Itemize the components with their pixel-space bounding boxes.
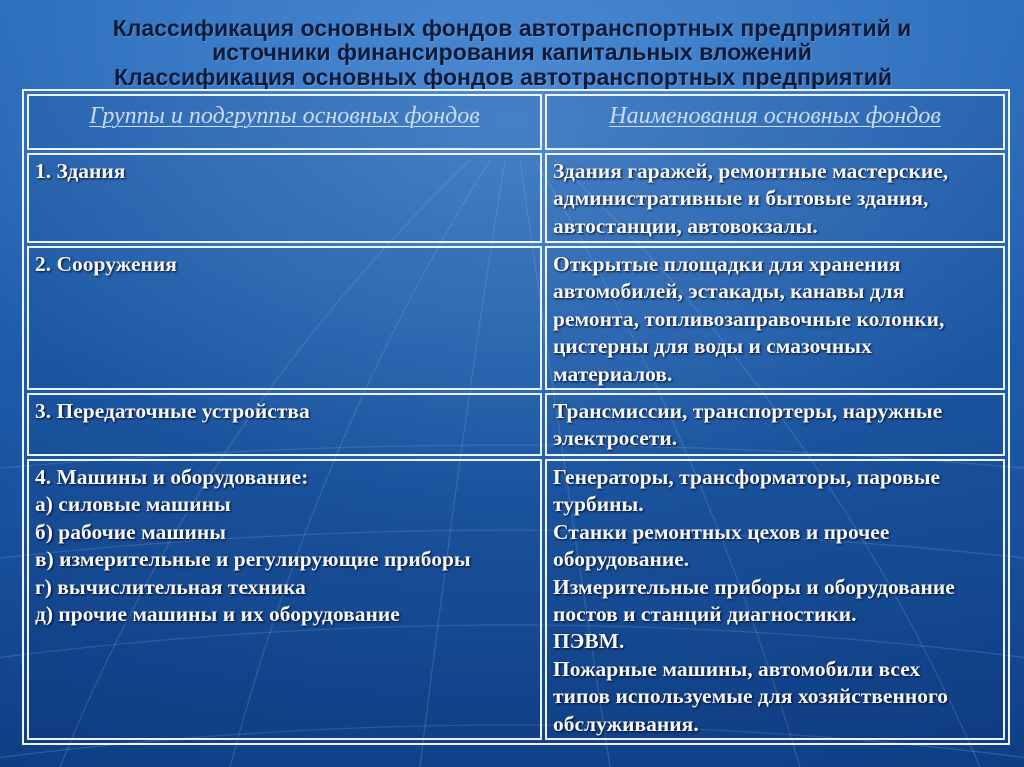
fund-names-line: оборудование. — [553, 547, 690, 572]
subgroup-label: г) вычислительная техника — [35, 574, 306, 599]
fund-names-line: Измерительные приборы и оборудование — [553, 574, 955, 599]
header-label-names: Наименования основных фондов — [609, 103, 941, 129]
fund-names-line: Станки ремонтных цехов и прочее — [553, 519, 890, 544]
fund-names-line: административные и бытовые здания, — [553, 186, 929, 211]
group-cell-transmission-devices — [27, 393, 542, 456]
table-caption: Классификация основных фондов автотранспортных предприятий — [114, 64, 892, 90]
fund-names-line: автостанции, автовокзалы. — [553, 213, 818, 238]
fund-names-line: турбины. — [553, 492, 644, 517]
fund-names-line: цистерны для воды и смазочных — [553, 334, 872, 359]
fund-names-line: Трансмиссии, транспортеры, наружные — [553, 399, 943, 423]
fund-names-line: Здания гаражей, ремонтные мастерские, — [553, 159, 949, 183]
fund-names-line: автомобилей, эстакады, канавы для — [553, 279, 905, 304]
fund-names-line: Открытые площадки для хранения — [553, 252, 901, 276]
fund-names-line: типов используемые для хозяйственного — [553, 684, 948, 709]
names-cell-machines-equipment — [545, 459, 1005, 740]
fund-names-line: ремонта, топливозаправочные колонки, — [553, 306, 945, 331]
fund-names-line: Генераторы, трансформаторы, паровые — [553, 465, 941, 489]
group-label: 3. Передаточные устройства — [35, 399, 310, 423]
fund-names-line: постов и станций диагностики. — [553, 602, 857, 627]
fund-names-line: ПЭВМ. — [553, 629, 625, 654]
subgroup-label: а) силовые машины — [35, 492, 231, 517]
names-cell-structures — [545, 246, 1005, 390]
names-cell-buildings — [545, 153, 1005, 243]
fund-names-line: материалов. — [553, 361, 673, 386]
subgroup-label: д) прочие машины и их оборудование — [35, 602, 400, 627]
subgroup-label: б) рабочие машины — [35, 519, 227, 544]
group-label: 2. Сооружения — [35, 252, 177, 276]
header-cell-names — [545, 94, 1005, 150]
fund-names-line: Пожарные машины, автомобили всех — [553, 656, 921, 681]
names-cell-transmission-devices — [545, 393, 1005, 456]
header-cell-groups — [27, 94, 542, 150]
fixed-assets-classification-table — [22, 89, 1010, 745]
slide-title — [0, 16, 1024, 64]
header-label-groups: Группы и подгруппы основных фондов — [89, 103, 480, 129]
group-cell-machines-equipment — [27, 459, 542, 740]
group-cell-structures — [27, 246, 542, 390]
slide-title-line-1: Классификация основных фондов автотранспортных предприятий и — [112, 15, 912, 41]
subgroup-label: в) измерительные и регулирующие приборы — [35, 547, 471, 572]
group-cell-buildings — [27, 153, 542, 243]
group-label: 1. Здания — [35, 159, 126, 183]
slide-title-line-2: источники финансирования капитальных вложений — [212, 39, 812, 65]
fund-names-line: электросети. — [553, 426, 678, 451]
group-label: 4. Машины и оборудование: — [35, 465, 309, 489]
fund-names-line: обслуживания. — [553, 711, 699, 736]
